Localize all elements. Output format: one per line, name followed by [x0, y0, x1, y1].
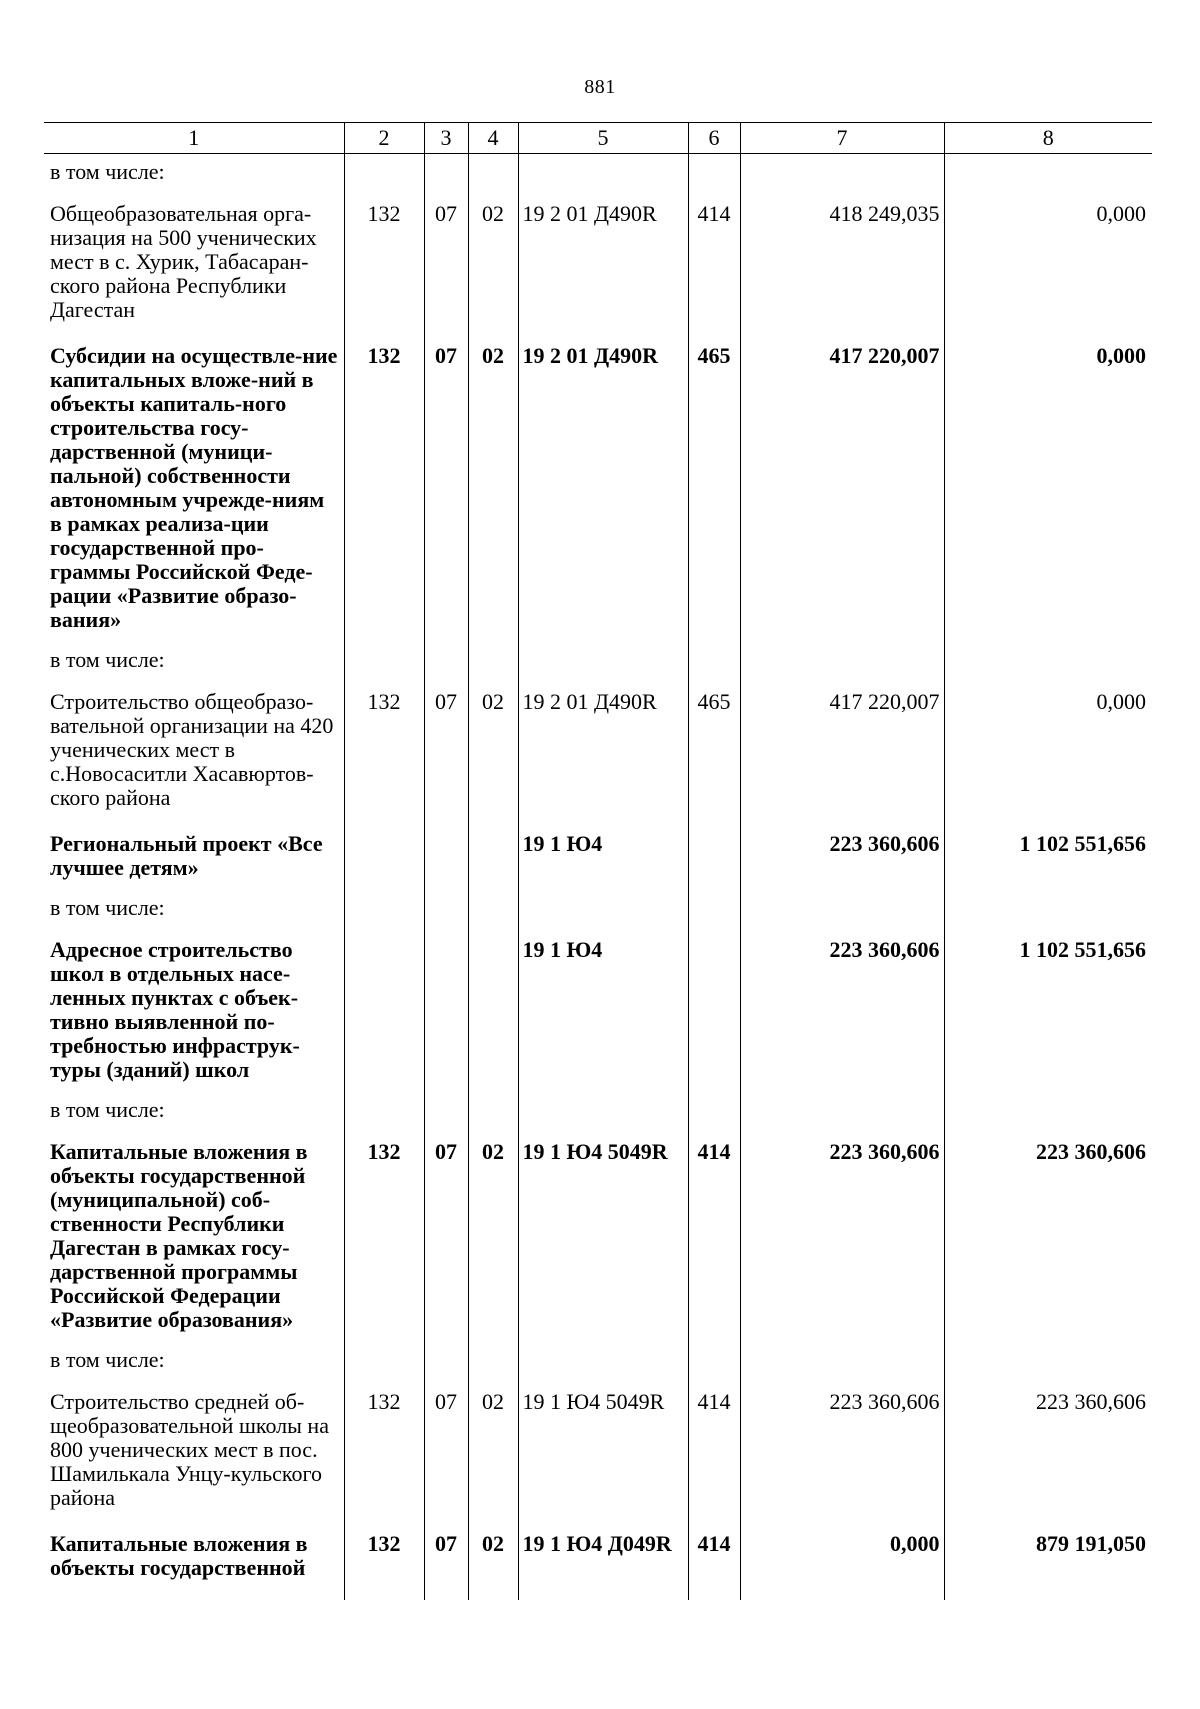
row-name: Капитальные вложения в объекты государственной (муниципальной) соб-ственности Республики Дагестан в рамках госу-дарственной программы Российской Федерации «Развитие образования»: [44, 1130, 344, 1344]
row-name: Субсидии на осуществле-ние капитальных вложе-ний в объекты капиталь-ного строительства госу-дарственной (муници-пальной) собственности автономным учрежде-ниям в рамках реализа-ции государственной про-граммы Российской Феде-рации «Развитие образо-вания»: [44, 334, 344, 644]
subsection-code: 02: [468, 680, 518, 822]
col-header-6: 6: [688, 123, 740, 154]
col-header-8: 8: [944, 123, 1152, 154]
target-article-code: 19 2 01 Д490R: [518, 192, 688, 334]
amount-col7: 223 360,606: [740, 822, 944, 892]
amount-col8: 223 360,606: [944, 1380, 1152, 1522]
table-row: [44, 822, 1152, 892]
ministry-code: 132: [344, 1522, 424, 1600]
subtotal-label-row: [44, 154, 1152, 193]
section-code: 07: [424, 1130, 468, 1344]
table-row: [44, 1522, 1152, 1600]
row-name: в том числе:: [44, 1344, 344, 1380]
target-article-code: 19 1 Ю4 5049R: [518, 1130, 688, 1344]
amount-col8: 1 102 551,656: [944, 822, 1152, 892]
col-header-7: 7: [740, 123, 944, 154]
subtotal-label-row: [44, 1344, 1152, 1380]
amount-col8: 0,000: [944, 680, 1152, 822]
row-name: в том числе:: [44, 644, 344, 680]
col-header-1: 1: [44, 123, 344, 154]
section-code: 07: [424, 1522, 468, 1600]
row-name: Адресное строительство школ в отдельных насе-ленных пунктах с объек-тивно выявленной по-требностью инфраструк-туры (зданий) школ: [44, 928, 344, 1094]
subsection-code: 02: [468, 1522, 518, 1600]
expense-type-code: [688, 822, 740, 892]
amount-col8: 879 191,050: [944, 1522, 1152, 1600]
table-row: [44, 928, 1152, 1094]
section-code: [424, 928, 468, 1094]
amount-col8: 0,000: [944, 192, 1152, 334]
section-code: 07: [424, 1380, 468, 1522]
subsection-code: 02: [468, 1130, 518, 1344]
ministry-code: 132: [344, 1380, 424, 1522]
target-article-code: 19 1 Ю4 5049R: [518, 1380, 688, 1522]
amount-col8: 223 360,606: [944, 1130, 1152, 1344]
table-row: [44, 1380, 1152, 1522]
row-name: Строительство средней об-щеобразовательной школы на 800 ученических мест в пос. Шамилькала Унцу-кульского района: [44, 1380, 344, 1522]
table-row: [44, 680, 1152, 822]
target-article-code: 19 1 Ю4 Д049R: [518, 1522, 688, 1600]
ministry-code: 132: [344, 192, 424, 334]
ministry-code: 132: [344, 334, 424, 644]
col-header-3: 3: [424, 123, 468, 154]
page-number: 881: [584, 76, 616, 98]
amount-col8: 1 102 551,656: [944, 928, 1152, 1094]
subsection-code: 02: [468, 192, 518, 334]
amount-col7: 223 360,606: [740, 1380, 944, 1522]
section-code: 07: [424, 680, 468, 822]
amount-col7: 418 249,035: [740, 192, 944, 334]
col-header-4: 4: [468, 123, 518, 154]
expense-type-code: [688, 928, 740, 1094]
expense-type-code: 465: [688, 680, 740, 822]
column-number-header: [44, 123, 1152, 154]
section-code: 07: [424, 334, 468, 644]
target-article-code: 19 2 01 Д490R: [518, 680, 688, 822]
amount-col7: 223 360,606: [740, 1130, 944, 1344]
target-article-code: 19 2 01 Д490R: [518, 334, 688, 644]
amount-col7: 417 220,007: [740, 334, 944, 644]
target-article-code: 19 1 Ю4: [518, 928, 688, 1094]
col-header-5: 5: [518, 123, 688, 154]
row-name: в том числе:: [44, 892, 344, 928]
table-row: [44, 334, 1152, 644]
ministry-code: 132: [344, 1130, 424, 1344]
row-name: в том числе:: [44, 1094, 344, 1130]
subsection-code: [468, 822, 518, 892]
row-name: Строительство общеобразо-вательной организации на 420 ученических мест в с.Новосаситли Хасавюртов-ского района: [44, 680, 344, 822]
table-row: [44, 192, 1152, 334]
subsection-code: 02: [468, 334, 518, 644]
row-name: Региональный проект «Все лучшее детям»: [44, 822, 344, 892]
amount-col7: 417 220,007: [740, 680, 944, 822]
expense-type-code: 465: [688, 334, 740, 644]
amount-col8: 0,000: [944, 334, 1152, 644]
row-name: в том числе:: [44, 154, 344, 193]
subsection-code: [468, 928, 518, 1094]
expense-type-code: 414: [688, 1130, 740, 1344]
ministry-code: 132: [344, 680, 424, 822]
budget-table: [44, 122, 1152, 1600]
subsection-code: 02: [468, 1380, 518, 1522]
table-row: [44, 1130, 1152, 1344]
col-header-2: 2: [344, 123, 424, 154]
expense-type-code: 414: [688, 1522, 740, 1600]
section-code: [424, 822, 468, 892]
target-article-code: 19 1 Ю4: [518, 822, 688, 892]
subtotal-label-row: [44, 892, 1152, 928]
row-name: Капитальные вложения в объекты государственной: [44, 1522, 344, 1600]
subtotal-label-row: [44, 644, 1152, 680]
subtotal-label-row: [44, 1094, 1152, 1130]
ministry-code: [344, 928, 424, 1094]
amount-col7: 0,000: [740, 1522, 944, 1600]
expense-type-code: 414: [688, 1380, 740, 1522]
section-code: 07: [424, 192, 468, 334]
expense-type-code: 414: [688, 192, 740, 334]
row-name: Общеобразовательная орга-низация на 500 ученических мест в с. Хурик, Табасаран-ского района Республики Дагестан: [44, 192, 344, 334]
ministry-code: [344, 822, 424, 892]
amount-col7: 223 360,606: [740, 928, 944, 1094]
